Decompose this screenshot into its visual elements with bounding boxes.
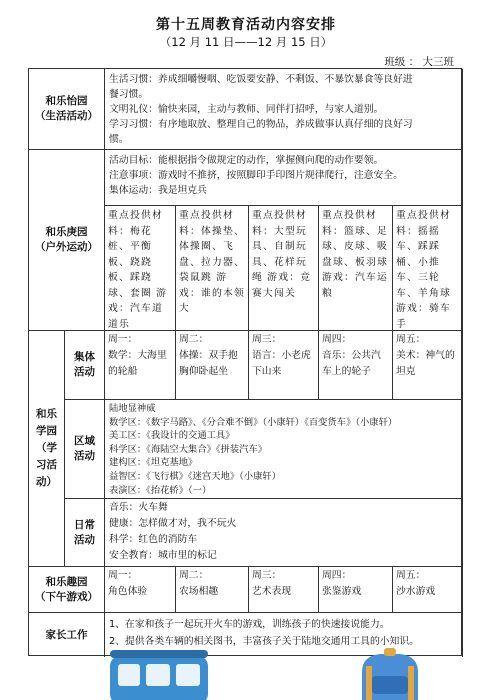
study-label-line: 动）	[36, 476, 57, 488]
day-name: 周五：	[396, 570, 426, 581]
daily-content	[105, 499, 463, 567]
day-name: 周二：	[179, 334, 209, 345]
day-name: 周三：	[252, 570, 282, 581]
game-day-mon	[105, 567, 176, 613]
outdoor-goals	[105, 150, 463, 206]
date-range: （12 月 11 日——12 月 15 日）	[159, 35, 333, 49]
area-label-line: 活动	[74, 450, 95, 462]
parents-line: 2、提供各类车辆的相关图书，丰富孩子关于陆地交通用工具的小知识。	[109, 636, 419, 647]
area-line: 建构区：《坦克基地》	[109, 457, 198, 469]
game-label-main: 和乐趣园	[45, 575, 88, 588]
day-content: 张鉴游戏	[322, 586, 362, 597]
day-name: 周一：	[108, 334, 138, 345]
day-name: 周三：	[252, 334, 282, 345]
daily-label-line: 活动	[74, 533, 95, 546]
outdoor-line: 活动目标：能根据指令做规定的动作，掌握侧向爬的动作要领。	[109, 155, 384, 166]
life-line: 文明礼仪：愉快来园，主动与教师、同伴打招呼，与家人道别。	[109, 104, 384, 115]
area-line: 陆地显神威	[109, 403, 156, 414]
decorative-illustration	[0, 646, 492, 700]
bus-icon	[110, 650, 208, 700]
study-label-line: 习活	[36, 459, 57, 471]
group-label-line: 集体	[74, 351, 95, 363]
day-content: 美术：神气的坦克	[396, 350, 455, 377]
day-content: 体操：双手抱胸仰卧起坐	[179, 350, 238, 377]
outdoor-line: 注意事项：游戏时不推挤，按照脚印手印图片规律爬行，注意安全。	[109, 170, 403, 181]
daily-line: 科学：红色的消防车	[109, 534, 198, 545]
outdoor-material-fri: 重点投供材料：摇摇车、踩踩桶、小推车、三轮车、羊角球 游戏：骑车手	[393, 206, 463, 331]
area-activity-label	[65, 400, 105, 499]
life-line: 惯。	[109, 134, 129, 145]
day-content: 沙水游戏	[396, 586, 436, 597]
page-title: 第十五周教育活动内容安排	[156, 17, 336, 33]
group-label-line: 活动	[74, 366, 95, 378]
group-day-mon	[105, 331, 176, 400]
day-name: 周四：	[322, 334, 352, 345]
game-day-thu	[319, 567, 393, 613]
outdoor-label	[29, 150, 105, 331]
day-name: 周五：	[396, 334, 426, 345]
outdoor-label-sub: （户外运动）	[35, 241, 98, 253]
outdoor-label-main: 和乐庚园	[45, 226, 88, 238]
life-label-sub: （生活活动）	[35, 110, 98, 122]
life-content	[105, 69, 463, 150]
schedule-table	[28, 68, 462, 656]
daily-line: 安全教育：城市里的标记	[109, 550, 217, 561]
class-info: 班级 ： 大三班	[384, 56, 454, 68]
game-day-tue	[176, 567, 249, 613]
group-day-tue	[176, 331, 249, 400]
game-day-wed	[249, 567, 319, 613]
game-label-sub: （下午游戏）	[35, 590, 98, 603]
area-content	[105, 400, 463, 499]
study-label-line: 和乐	[36, 408, 57, 420]
daily-line: 音乐：火车舞	[109, 502, 168, 513]
daily-line: 健康：怎样做才对，我不玩火	[109, 518, 237, 529]
game-label	[29, 567, 105, 613]
day-content: 语言：小老虎下山来	[252, 350, 311, 377]
outdoor-material-wed: 重点投供材料：大型玩具、自制玩具、花样玩绳 游戏：竞赛大闯关	[249, 206, 319, 331]
area-line: 美工区：《我设计的交通工具》	[109, 430, 235, 442]
game-day-fri	[393, 567, 463, 613]
study-label	[29, 331, 65, 567]
life-line: 餐习惯。	[109, 89, 149, 100]
parents-line: 1、在家和孩子一起玩开火车的游戏，训练孩子的快速接说能力。	[109, 619, 390, 630]
life-line: 学习习惯：有序地取放、整理自己的物品，养成做事认真仔细的良好习	[109, 119, 413, 130]
outdoor-line: 集体运动：我是坦克兵	[109, 185, 207, 196]
area-line: 表演区：《抬花轿》（一）	[109, 484, 212, 496]
day-content: 角色体验	[108, 586, 148, 597]
outdoor-material-tue: 重点投供材料：体操垫、体操圈、飞盘、拉力器、袋鼠跳 游戏：谁的本领大	[176, 206, 249, 331]
day-content: 艺术表现	[252, 586, 292, 597]
study-label-line: （学	[36, 442, 57, 454]
group-day-thu	[319, 331, 393, 400]
day-name: 周二：	[179, 570, 209, 581]
outdoor-material-thu: 重点投供材料：篮球、足球、皮球、吸盘球、板羽球 游戏：汽车运粮	[319, 206, 393, 331]
study-label-line: 学园	[36, 425, 57, 437]
daily-label-line: 日常	[74, 518, 95, 531]
parents-label: 家长工作	[29, 613, 105, 657]
day-content: 农场相趣	[179, 586, 219, 597]
daily-activity-label	[65, 499, 105, 567]
life-label	[29, 69, 105, 150]
group-day-wed	[249, 331, 319, 400]
backpack-icon	[362, 648, 418, 700]
day-content: 数学：大海里的轮船	[108, 350, 167, 377]
area-label-line: 区域	[74, 435, 95, 447]
group-activity-label	[65, 331, 105, 400]
day-content: 音乐：公共汽车上的轮子	[322, 350, 381, 377]
day-name: 周四：	[322, 570, 352, 581]
area-line: 科学区：《海陆空大集合》《拼装汽车》	[109, 443, 268, 455]
group-day-fri	[393, 331, 463, 400]
area-line: 数学区：《数字马路》、《分合难不倒》（小康轩）《百变货车》（小康轩）	[109, 416, 398, 428]
day-name: 周一：	[108, 570, 138, 581]
area-line: 益智区：《飞行棋》《迷宫天地》（小康轩）	[109, 470, 281, 482]
life-label-main: 和乐怡园	[45, 95, 88, 107]
life-line: 生活习惯：养成细嚼慢咽、吃饭要安静、不剩饭、不暴饮暴食等良好进	[109, 74, 413, 85]
outdoor-material-mon: 重点投供材料：梅花桩、平衡板、跷跷板、踩跷球、套圈 游戏：汽车道道乐	[105, 206, 176, 331]
